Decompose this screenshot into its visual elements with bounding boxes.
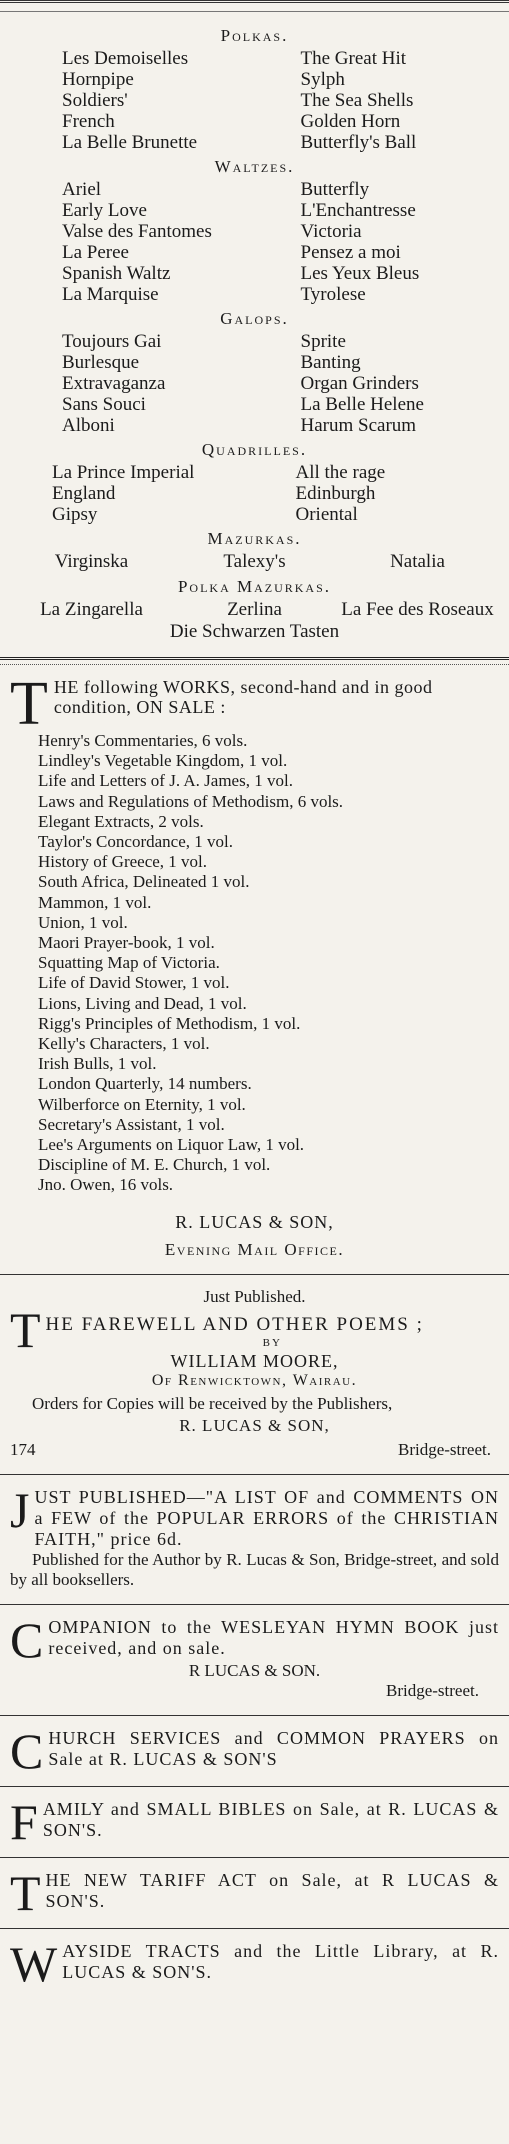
section-heading-quadrilles: Quadrilles. <box>201 440 308 459</box>
list-item: Henry's Commentaries, 6 vols. <box>38 731 248 750</box>
list-item: Extravaganza <box>62 373 166 394</box>
list-item: Zerlina <box>227 599 282 620</box>
list-item: Lions, Living and Dead, 1 vol. <box>38 993 247 1013</box>
list-item: La Peree <box>62 242 129 263</box>
list-item: Lindley's Vegetable Kingdom, 1 vol. <box>38 751 288 771</box>
hymn-ad <box>10 1611 499 1701</box>
farewell-ad <box>10 1287 499 1460</box>
list-item: England <box>52 483 116 504</box>
farewell-footer <box>10 1440 499 1460</box>
list-item: South Africa, Delineated 1 vol. <box>38 872 250 892</box>
farewell-publisher: R. LUCAS & SON, <box>179 1415 330 1435</box>
drop-cap: T <box>10 670 48 738</box>
list-item: Hornpipe <box>62 69 134 90</box>
list-item: Mammon, 1 vol. <box>38 892 152 912</box>
hymn-publisher: R LUCAS & SON. <box>188 1660 321 1680</box>
mazurkas-list <box>10 551 499 573</box>
list-item: Organ Grinders <box>300 373 419 394</box>
list-item: Natalia <box>390 551 445 572</box>
list-item: Gipsy <box>52 504 98 525</box>
list-item: Maori Prayer-book, 1 vol. <box>38 933 215 953</box>
list-item: Victoria <box>300 221 362 242</box>
divider <box>0 1604 509 1605</box>
divider <box>0 1857 509 1858</box>
errors-text: UST PUBLISHED—"A LIST OF and COMMENTS ON a FEW of the POPULAR ERRORS of the CHRISTIAN FAITH," price 6d. <box>34 1486 499 1549</box>
drop-cap: T <box>10 1864 41 1921</box>
errors-ad <box>10 1481 499 1590</box>
list-item: Edinburgh <box>295 483 376 504</box>
section-heading-polka-mazurkas: Polka Mazurkas. <box>177 577 332 596</box>
farewell-street: Bridge-street. <box>398 1439 491 1459</box>
list-item: The Great Hit <box>300 48 407 69</box>
church-ad <box>10 1722 499 1779</box>
tracts-text: AYSIDE TRACTS and the Little Library, at R. LUCAS & SON'S. <box>62 1940 499 1982</box>
polkas-list <box>10 48 499 153</box>
hymn-street: Bridge-street. <box>386 1680 479 1700</box>
quadrilles-list <box>10 462 499 525</box>
list-item: Les Yeux Bleus <box>300 263 420 284</box>
just-published: Just Published. <box>203 1286 306 1306</box>
list-item: Harum Scarum <box>300 415 417 436</box>
tariff-ad <box>10 1864 499 1921</box>
list-item: Union, 1 vol. <box>38 912 128 932</box>
list-item: Life and Letters of J. A. James, 1 vol. <box>38 771 293 791</box>
drop-cap: J <box>10 1481 30 1538</box>
divider <box>0 1715 509 1716</box>
list-item: Burlesque <box>62 352 140 373</box>
list-item: Butterfly <box>300 179 370 200</box>
list-item: Secretary's Assistant, 1 vol. <box>38 1114 225 1134</box>
tracts-ad <box>10 1935 499 1992</box>
works-office: Evening Mail Office. <box>164 1239 345 1259</box>
list-item: Sprite <box>300 331 346 352</box>
list-item: Spanish Waltz <box>62 263 171 284</box>
list-item: Rigg's Principles of Methodism, 1 vol. <box>38 1013 301 1033</box>
list-item: Alboni <box>62 415 115 436</box>
bibles-ad <box>10 1793 499 1850</box>
list-item: Irish Bulls, 1 vol. <box>38 1054 157 1074</box>
drop-cap: W <box>10 1935 58 1992</box>
list-item: Jno. Owen, 16 vols. <box>38 1175 174 1195</box>
list-item: Die Schwarzen Tasten <box>169 621 340 642</box>
list-item: Sans Souci <box>62 394 146 415</box>
drop-cap: C <box>10 1611 44 1668</box>
works-signature: R. LUCAS & SON, <box>175 1211 334 1232</box>
errors-published: Published for the Author by R. Lucas & Son, Bridge-street, and sold by all booksellers. <box>10 1549 499 1589</box>
list-item: Butterfly's Ball <box>300 132 417 153</box>
list-item: Discipline of M. E. Church, 1 vol. <box>38 1155 271 1175</box>
bibles-text: AMILY and SMALL BIBLES on Sale, at R. LUCAS & SON'S. <box>42 1798 499 1840</box>
list-item: La Marquise <box>62 284 159 305</box>
farewell-author: WILLIAM MOORE, <box>170 1350 339 1371</box>
list-item: La Prince Imperial <box>52 462 195 483</box>
list-item: Lee's Arguments on Liquor Law, 1 vol. <box>38 1135 305 1155</box>
works-ad <box>10 670 499 1260</box>
polka-mazurkas-list <box>10 599 499 621</box>
list-item: Talexy's <box>223 551 286 572</box>
works-list <box>10 731 499 1196</box>
list-item: Life of David Stower, 1 vol. <box>38 973 230 993</box>
list-item: La Fee des Roseaux <box>341 599 494 620</box>
list-item: La Belle Helene <box>300 394 424 415</box>
list-item: All the rage <box>295 462 386 483</box>
list-item: Wilberforce on Eternity, 1 vol. <box>38 1094 246 1114</box>
hymn-text: OMPANION to the WESLEYAN HYMN BOOK just received, and on sale. <box>48 1616 499 1658</box>
divider <box>0 1274 509 1275</box>
list-item: Laws and Regulations of Methodism, 6 vols. <box>38 791 344 811</box>
farewell-by: BY <box>262 1336 282 1349</box>
section-heading-waltzes: Waltzes. <box>214 157 295 176</box>
farewell-place: Of Renwicktown, Wairau. <box>151 1371 358 1389</box>
divider <box>0 657 509 665</box>
section-heading-mazurkas: Mazurkas. <box>207 529 302 548</box>
list-item: Sylph <box>300 69 345 90</box>
drop-cap: F <box>10 1793 38 1850</box>
list-item: Early Love <box>62 200 147 221</box>
list-item: Squatting Map of Victoria. <box>38 953 220 973</box>
top-border <box>0 0 509 12</box>
drop-cap: T <box>10 1301 41 1358</box>
list-item: Les Demoiselles <box>62 48 189 69</box>
works-intro: HE following WORKS, second-hand and in good condition, ON SALE : <box>53 677 433 717</box>
list-item: L'Enchantresse <box>300 200 416 221</box>
list-item: Oriental <box>295 504 358 525</box>
drop-cap: C <box>10 1722 44 1779</box>
farewell-title: HE FAREWELL AND OTHER POEMS ; <box>45 1313 424 1335</box>
section-heading-galops: Galops. <box>220 309 289 328</box>
list-item: La Zingarella <box>40 599 143 620</box>
waltzes-list <box>10 179 499 305</box>
farewell-orders: Orders for Copies will be received by the Publishers, <box>32 1393 393 1413</box>
list-item: Kelly's Characters, 1 vol. <box>38 1034 210 1054</box>
list-item: Ariel <box>62 179 102 200</box>
list-item: Virginska <box>54 551 129 572</box>
list-item: Banting <box>300 352 361 373</box>
tariff-text: HE NEW TARIFF ACT on Sale, at R LUCAS & SON'S. <box>45 1869 499 1911</box>
list-item: Toujours Gai <box>62 331 162 352</box>
list-item: Taylor's Concordance, 1 vol. <box>38 832 233 852</box>
divider <box>0 1786 509 1787</box>
list-item: The Sea Shells <box>300 90 414 111</box>
list-item: Valse des Fantomes <box>62 221 212 242</box>
list-item: La Belle Brunette <box>62 132 198 153</box>
list-item: History of Greece, 1 vol. <box>38 852 208 872</box>
ad-number: 174 <box>10 1439 36 1459</box>
list-item: London Quarterly, 14 numbers. <box>38 1074 252 1094</box>
list-item: Tyrolese <box>300 284 366 305</box>
section-heading-polkas: Polkas. <box>220 26 289 45</box>
list-item: Golden Horn <box>300 111 401 132</box>
divider <box>0 1474 509 1475</box>
galops-list <box>10 331 499 436</box>
list-item: Soldiers' <box>62 90 128 111</box>
list-item: Pensez a moi <box>300 242 401 263</box>
list-item: Elegant Extracts, 2 vols. <box>38 811 204 831</box>
divider <box>0 1928 509 1929</box>
church-text: HURCH SERVICES and COMMON PRAYERS on Sale at R. LUCAS & SON'S <box>48 1727 499 1769</box>
list-item: French <box>62 111 115 132</box>
